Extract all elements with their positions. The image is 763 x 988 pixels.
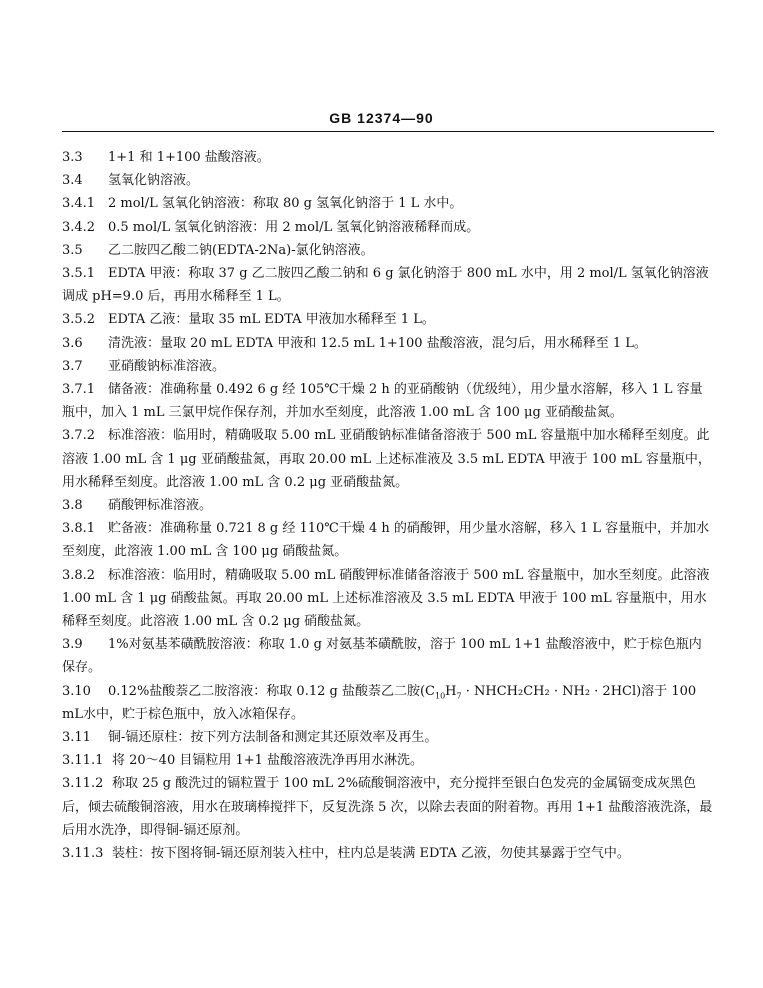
clause-3-9 <box>62 633 714 679</box>
clause-number: 3.8.1 <box>62 521 96 537</box>
standard-code-header: GB 12374—90 <box>329 110 434 126</box>
clause-text: 标准溶液：临用时，精确吸取 5.00 mL 亚硝酸钠标准储备溶液于 500 mL 容量瓶中加水稀释至刻度。此溶液 1.00 mL 含 1 μg 亚硝酸盐氮，再取 20.00 mL 上述标准液及 3.5 mL EDTA 甲液于 100 mL 容量瓶中，用水稀释至刻度。此溶液 1.00 mL 含 0.2 μg 亚硝酸盐氮。 <box>62 428 711 490</box>
clause-3-8-1 <box>62 517 714 563</box>
clause-number: 3.11 <box>62 730 91 746</box>
clause-3-10 <box>62 680 714 726</box>
clause-text: · NHCH₂CH₂ · NH₂ · 2HCl)溶于 100 mL水中，贮于棕色瓶中，放入冰箱保存。 <box>62 683 697 722</box>
clause-text: 氢氧化钠溶液。 <box>108 173 200 189</box>
clause-3-5-2 <box>62 308 714 331</box>
clause-3-5-1 <box>62 262 714 308</box>
clause-text: 清洗液：量取 20 mL EDTA 甲液和 12.5 mL 1+100 盐酸溶液，混匀后，用水稀释至 1 L。 <box>108 335 647 351</box>
clause-number: 3.7.1 <box>62 382 96 398</box>
clause-3-5 <box>62 239 714 262</box>
clause-number: 3.8.2 <box>62 567 96 583</box>
clause-number: 3.8 <box>62 498 83 514</box>
clause-text: 称取 25 g 酸洗过的镉粒置于 100 mL 2%硫酸铜溶液中，充分搅拌至银白色发亮的金属镉变成灰黑色后，倾去硫酸铜溶液，用水在玻璃棒搅拌下，反复洗涤 5 次，以除去表面的附着物。再用 1+1 盐酸溶液洗涤，最后用水洗净，即得铜-镉还原剂。 <box>62 776 713 838</box>
clause-3-4 <box>62 169 714 192</box>
clause-text: 0.12%盐酸萘乙二胺溶液：称取 0.12 g 盐酸萘乙二胺(C <box>108 683 435 699</box>
clause-text: 将 20～40 目镉粒用 1+1 盐酸溶液洗净再用水淋洗。 <box>112 753 424 769</box>
formula-text: H <box>445 683 457 699</box>
clause-number: 3.11.2 <box>62 776 104 792</box>
clause-3-11-2 <box>62 772 714 842</box>
clause-number: 3.5.1 <box>62 266 96 282</box>
clause-text: 标准溶液：临用时，精确吸取 5.00 mL 硝酸钾标准储备溶液于 500 mL 容量瓶中，加水至刻度。此溶液 1.00 mL 含 1 μg 硝酸盐氮。再取 20.00 mL 上述标准溶液及 3.5 mL EDTA 甲液于 100 mL 容量瓶中，用水稀释至刻度。此溶液 1.00 mL 含 0.2 μg 硝酸盐氮。 <box>62 567 710 630</box>
clause-number: 3.5 <box>62 242 83 258</box>
clause-number: 3.4.2 <box>62 219 96 235</box>
clause-3-4-1 <box>62 192 714 215</box>
clause-number: 3.7 <box>62 358 83 374</box>
clause-text: 铜-镉还原柱：按下列方法制备和测定其还原效率及再生。 <box>108 730 438 746</box>
document-body <box>62 146 714 865</box>
clause-3-4-2 <box>62 216 714 239</box>
clause-number: 3.10 <box>62 683 91 699</box>
clause-text: EDTA 乙液：量取 35 mL EDTA 甲液加水稀释至 1 L。 <box>108 312 435 328</box>
clause-text: 1%对氨基苯磺酰胺溶液：称取 1.0 g 对氨基苯磺酰胺，溶于 100 mL 1+1 盐酸溶液中，贮于棕色瓶内保存。 <box>62 637 702 676</box>
clause-text: EDTA 甲液：称取 37 g 乙二胺四乙酸二钠和 6 g 氯化钠溶于 800 mL 水中，用 2 mol/L 氢氧化钠溶液调成 pH=9.0 后，再用水稀释至 1 L。 <box>62 266 709 305</box>
clause-number: 3.5.2 <box>62 312 96 328</box>
clause-text: 储备液：准确称量 0.492 6 g 经 105℃干燥 2 h 的亚硝酸钠（优级纯），用少量水溶解，移入 1 L 容量瓶中，加入 1 mL 三氯甲烷作保存剂，并加水至刻度，此溶液 1.00 mL 含 100 μg 亚硝酸盐氮。 <box>62 382 703 421</box>
clause-text: 0.5 mol/L 氢氧化钠溶液：用 2 mol/L 氢氧化钠溶液稀释而成。 <box>108 219 480 235</box>
clause-3-3 <box>62 146 714 169</box>
clause-text: 贮备液：准确称量 0.721 8 g 经 110℃干燥 4 h 的硝酸钾，用少量水溶解，移入 1 L 容量瓶中，并加水至刻度，此溶液 1.00 mL 含 100 μg 硝酸盐氮。 <box>62 521 710 560</box>
clause-text: 1+1 和 1+100 盐酸溶液。 <box>108 150 270 165</box>
clause-text: 2 mol/L 氢氧化钠溶液：称取 80 g 氢氧化钠溶于 1 L 水中。 <box>108 196 463 212</box>
clause-3-8-2 <box>62 564 714 634</box>
formula-subscript: 10 <box>434 691 446 701</box>
formula-subscript: 7 <box>456 691 462 701</box>
clause-text: 硝酸钾标准溶液。 <box>108 498 213 514</box>
header-rule <box>62 131 714 132</box>
clause-3-6 <box>62 332 714 355</box>
clause-number: 3.9 <box>62 637 83 653</box>
clause-number: 3.6 <box>62 335 83 351</box>
clause-3-7 <box>62 355 714 378</box>
clause-3-7-1 <box>62 378 714 424</box>
clause-3-7-2 <box>62 424 714 494</box>
clause-number: 3.4 <box>62 173 83 189</box>
clause-3-11-1 <box>62 749 714 772</box>
clause-text: 装柱：按下图将铜-镉还原剂装入柱中，柱内总是装满 EDTA 乙液，勿使其暴露于空气中。 <box>112 846 630 862</box>
clause-number: 3.3 <box>62 150 83 165</box>
clause-number: 3.4.1 <box>62 196 96 212</box>
clause-number: 3.11.3 <box>62 846 104 862</box>
clause-text: 亚硝酸钠标准溶液。 <box>108 358 226 374</box>
clause-text: 乙二胺四乙酸二钠(EDTA-2Na)-氯化钠溶液。 <box>108 242 374 258</box>
clause-3-11 <box>62 726 714 749</box>
clause-3-8 <box>62 494 714 517</box>
clause-3-11-3 <box>62 842 714 865</box>
clause-number: 3.11.1 <box>62 753 104 769</box>
clause-number: 3.7.2 <box>62 428 96 444</box>
